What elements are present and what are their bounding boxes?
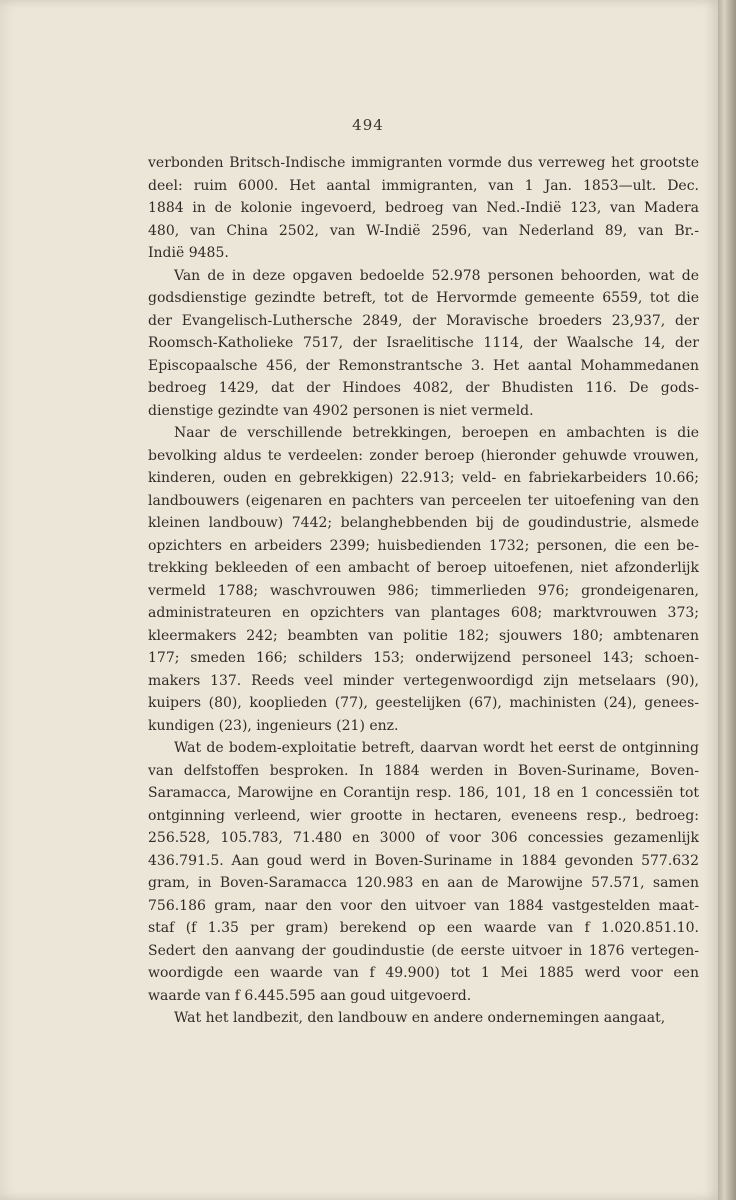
text-line: administrateuren en opzichters van plantages 608; marktvrouwen 373; bbox=[148, 605, 699, 621]
text-line: Van de in deze opgaven bedoelde 52.978 personen behoorden, wat de bbox=[174, 267, 699, 284]
text-line: landbouwers (eigenaren en pachters van perceelen ter uitoefening van den bbox=[148, 492, 699, 509]
text-line: der Evangelisch-Luthersche 2849, der Moravische broeders 23,937, der bbox=[148, 312, 699, 329]
text-line: kundigen (23), ingenieurs (21) enz. bbox=[148, 717, 399, 734]
text-line: waarde van f 6.445.595 aan goud uitgevoerd. bbox=[148, 987, 472, 1004]
page-number: 494 bbox=[352, 116, 384, 134]
page-edge bbox=[718, 0, 736, 1200]
text-line: 436.791.5. Aan goud werd in Boven-Suriname in 1884 gevonden 577.632 bbox=[148, 852, 699, 869]
text-line: 256.528, 105.783, 71.480 en 3000 of voor 306 concessies gezamenlijk bbox=[148, 830, 699, 846]
paragraph bbox=[148, 1007, 699, 1030]
paragraph bbox=[148, 422, 699, 737]
body-text bbox=[148, 152, 699, 1030]
paragraph bbox=[148, 737, 699, 1007]
text-line: deel: ruim 6000. Het aantal immigranten, van 1 Jan. 1853—ult. Dec. bbox=[148, 177, 699, 194]
text-line: Wat de bodem-exploitatie betreft, daarvan wordt het eerst de ontginning bbox=[174, 740, 699, 756]
text-line: trekking bekleeden of een ambacht of beroep uitoefenen, niet afzonderlijk bbox=[148, 560, 699, 576]
text-line: vermeld 1788; waschvrouwen 986; timmerlieden 976; grondeigenaren, bbox=[148, 582, 699, 599]
text-line: ontginning verleend, wier grootte in hectaren, eveneens resp., bedroeg: bbox=[148, 807, 699, 824]
text-line: Saramacca, Marowijne en Corantijn resp. 186, 101, 18 en 1 concessiën tot bbox=[148, 785, 699, 801]
text-line: 756.186 gram, naar den voor den uitvoer van 1884 vastgestelden maat- bbox=[148, 897, 699, 914]
text-line: 177; smeden 166; schilders 153; onderwijzend personeel 143; schoen- bbox=[148, 650, 699, 666]
text-line: makers 137. Reeds veel minder vertegenwoordigd zijn metselaars (90), bbox=[148, 672, 699, 689]
text-line: gram, in Boven-Saramacca 120.983 en aan de Marowijne 57.571, samen bbox=[148, 875, 699, 891]
text-line: kuipers (80), kooplieden (77), geestelijken (67), machinisten (24), genees- bbox=[148, 695, 699, 711]
text-line: Roomsch-Katholieke 7517, der Israelitische 1114, der Waalsche 14, der bbox=[148, 335, 699, 351]
text-line: verbonden Britsch-Indische immigranten vormde dus verreweg het grootste bbox=[148, 155, 699, 171]
text-line: Sedert den aanvang der goudindustie (de eerste uitvoer in 1876 vertegen- bbox=[148, 942, 699, 959]
text-line: 1884 in de kolonie ingevoerd, bedroeg van Ned.-Indië 123, van Madera bbox=[148, 200, 699, 216]
text-line: staf (f 1.35 per gram) berekend op een waarde van f 1.020.851.10. bbox=[148, 920, 699, 936]
text-line: Episcopaalsche 456, der Remonstrantsche 3. Het aantal Mohammedanen bbox=[148, 357, 699, 374]
text-line: 480, van China 2502, van W-Indië 2596, van Nederland 89, van Br.- bbox=[148, 222, 699, 239]
text-line: van delfstoffen besproken. In 1884 werden in Boven-Suriname, Boven- bbox=[148, 762, 699, 779]
paragraph bbox=[148, 152, 699, 265]
text-line: Naar de verschillende betrekkingen, beroepen en ambachten is die bbox=[174, 425, 699, 441]
text-line: Indië 9485. bbox=[148, 245, 229, 261]
text-line: kinderen, ouden en gebrekkigen) 22.913; veld- en fabriekarbeiders 10.66; bbox=[148, 470, 699, 486]
text-line: kleinen landbouw) 7442; belanghebbenden bij de goudindustrie, alsmede bbox=[148, 515, 699, 531]
text-line: woordigde een waarde van f 49.900) tot 1 Mei 1885 werd voor een bbox=[148, 965, 699, 981]
paragraph bbox=[148, 265, 699, 423]
text-line: godsdienstige gezindte betreft, tot de Hervormde gemeente 6559, tot die bbox=[148, 290, 699, 306]
text-line: kleermakers 242; beambten van politie 182; sjouwers 180; ambtenaren bbox=[148, 627, 699, 644]
text-line: opzichters en arbeiders 2399; huisbedienden 1732; personen, die een be- bbox=[148, 537, 699, 554]
text-line: dienstige gezindte van 4902 personen is niet vermeld. bbox=[148, 402, 534, 419]
text-line: bedroeg 1429, dat der Hindoes 4082, der Bhudisten 116. De gods- bbox=[148, 380, 699, 396]
text-line: bevolking aldus te verdeelen: zonder beroep (hieronder gehuwde vrouwen, bbox=[148, 447, 699, 464]
text-line: Wat het landbezit, den landbouw en andere ondernemingen aangaat, bbox=[174, 1010, 666, 1026]
